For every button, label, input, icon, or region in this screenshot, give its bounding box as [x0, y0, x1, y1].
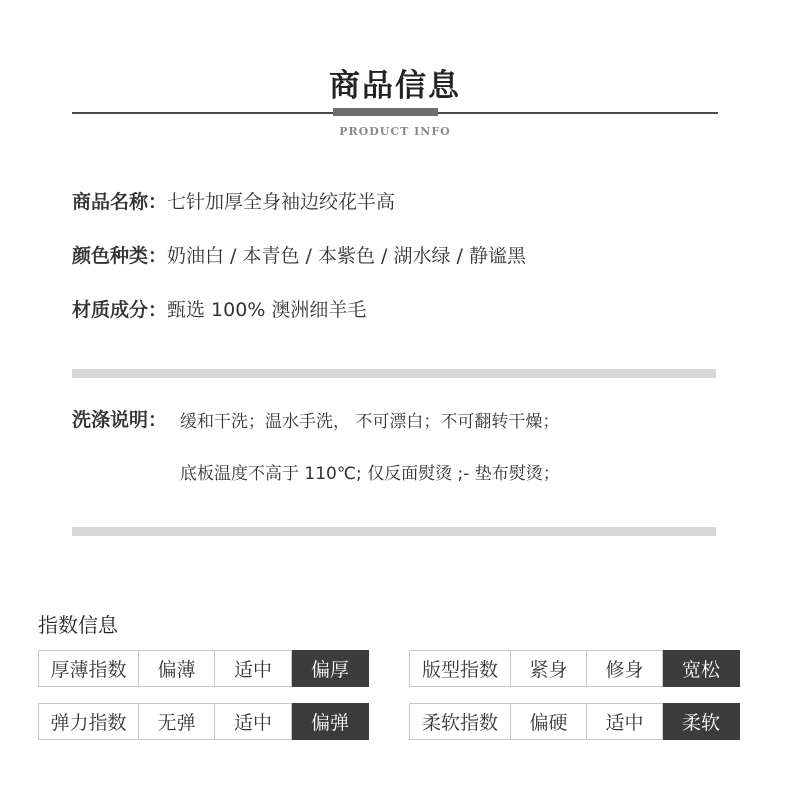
section-separator	[72, 369, 716, 378]
washing-label: 洗涤说明：	[72, 409, 168, 431]
index-option: 修身	[587, 651, 663, 687]
index-option-selected: 宽松	[663, 651, 740, 687]
index-option: 无弹	[139, 704, 215, 740]
index-table-fit	[409, 650, 740, 687]
info-value: 甄选 100% 澳洲细羊毛	[167, 299, 367, 321]
table-row	[410, 651, 740, 687]
index-title: 指数信息	[38, 613, 118, 637]
table-row	[39, 651, 369, 687]
info-row-name	[72, 187, 395, 214]
info-value: 奶油白 / 本青色 / 本紫色 / 湖水绿 / 静谧黑	[167, 245, 526, 267]
page-title: 商品信息	[329, 68, 461, 104]
index-option: 偏硬	[511, 704, 587, 740]
index-option: 紧身	[511, 651, 587, 687]
table-row	[39, 704, 369, 740]
index-name: 弹力指数	[39, 704, 139, 740]
index-option: 适中	[215, 704, 292, 740]
info-label: 材质成分：	[72, 299, 168, 321]
title-accent-bar	[333, 108, 438, 116]
section-separator	[72, 527, 716, 536]
info-value: 七针加厚全身袖边绞花半高	[167, 191, 396, 213]
index-option: 偏薄	[139, 651, 215, 687]
index-table-elasticity	[38, 703, 369, 740]
index-option-selected: 柔软	[663, 704, 740, 740]
index-option-selected: 偏厚	[292, 651, 369, 687]
index-name: 版型指数	[410, 651, 511, 687]
page-subtitle: PRODUCT INFO	[339, 125, 451, 138]
index-name: 厚薄指数	[39, 651, 139, 687]
index-table-softness	[409, 703, 740, 740]
info-label: 颜色种类：	[72, 245, 168, 267]
info-row-colors	[72, 241, 526, 268]
index-option-selected: 偏弹	[292, 704, 369, 740]
info-row-material	[72, 295, 366, 322]
index-table-thickness	[38, 650, 369, 687]
index-option: 适中	[215, 651, 292, 687]
index-option: 适中	[587, 704, 663, 740]
table-row	[410, 704, 740, 740]
index-name: 柔软指数	[410, 704, 511, 740]
washing-line-1: 缓和干洗；温水手洗， 不可漂白；不可翻转干燥；	[180, 412, 560, 432]
info-label: 商品名称：	[72, 191, 168, 213]
washing-line-2: 底板温度不高于 110℃; 仅反面熨烫 ;- 垫布熨烫；	[180, 464, 560, 484]
